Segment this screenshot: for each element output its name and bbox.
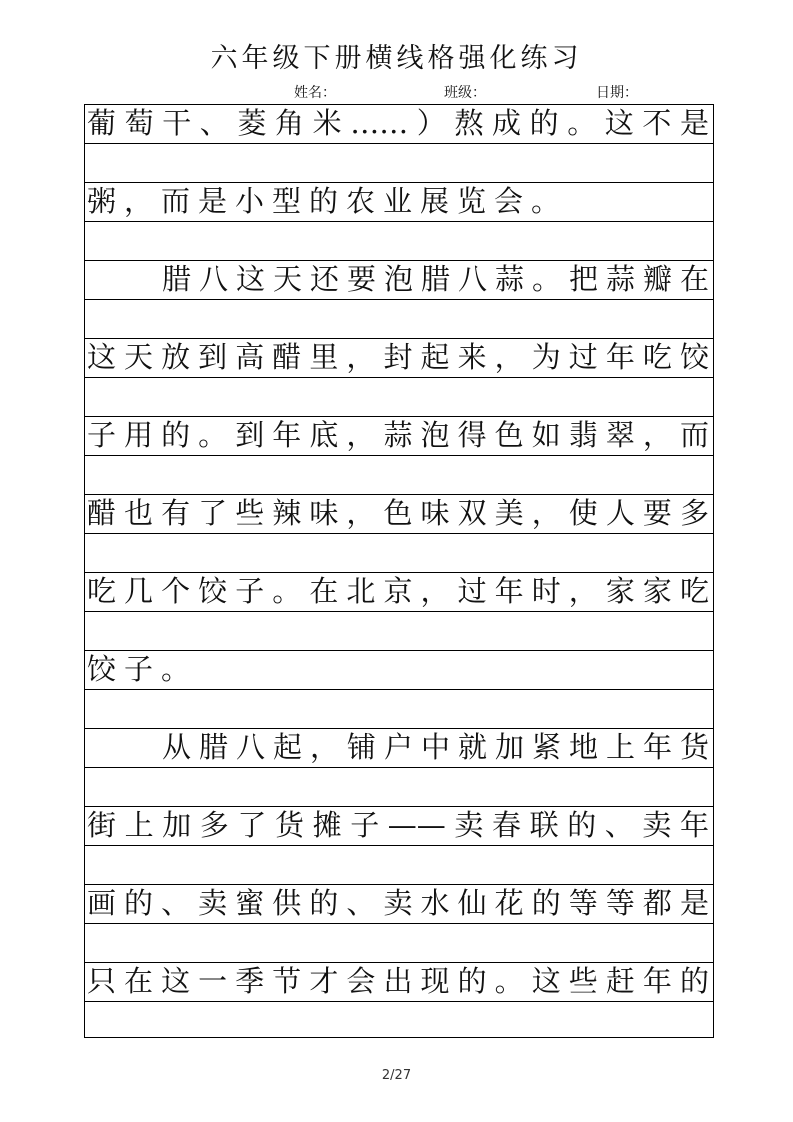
text-line — [85, 261, 713, 300]
page-number: 2/27 — [381, 1068, 412, 1083]
page-title: 六年级下册横线格强化练习 — [210, 43, 583, 74]
blank-line — [85, 534, 713, 573]
blank-line — [85, 378, 713, 417]
blank-line — [85, 846, 713, 885]
blank-line — [85, 612, 713, 651]
text-line — [85, 339, 713, 378]
blank-line — [85, 690, 713, 729]
student-info — [0, 82, 793, 102]
blank-line — [85, 768, 713, 807]
text-line-content: 葡萄干、菱角米……）熬成的。这不是 — [87, 106, 709, 140]
text-line — [85, 417, 713, 456]
text-line — [85, 885, 713, 924]
lined-writing-grid — [84, 104, 714, 1038]
text-line — [85, 651, 713, 690]
text-line — [85, 807, 713, 846]
blank-line — [85, 300, 713, 339]
text-line-content: 子用的。到年底，蒜泡得色如翡翠，而 — [87, 418, 709, 452]
text-line-content: 粥，而是小型的农业展览会。 — [87, 184, 569, 218]
text-line — [85, 105, 713, 144]
class-label: 班级： — [444, 85, 486, 101]
text-line-content: 街上加多了货摊子——卖春联的、卖年 — [87, 808, 709, 842]
text-line-content: 饺子。 — [87, 652, 199, 686]
text-line-content: 吃几个饺子。在北京，过年时，家家吃 — [87, 574, 709, 608]
text-line — [85, 963, 713, 1002]
text-line — [85, 729, 713, 768]
text-line-content: 这天放到高醋里，封起来，为过年吃饺 — [87, 340, 709, 374]
text-line — [85, 183, 713, 222]
text-line-content: 只在这一季节才会出现的。这些赶年的 — [87, 964, 709, 998]
date-label: 日期： — [596, 85, 638, 101]
text-line-content: 从腊八起，铺户中就加紧地上年货 — [162, 730, 709, 764]
text-line-content: 醋也有了些辣味，色味双美，使人要多 — [87, 496, 709, 530]
text-line — [85, 573, 713, 612]
blank-line — [85, 456, 713, 495]
blank-line — [85, 1002, 713, 1041]
text-line-content: 画的、卖蜜供的、卖水仙花的等等都是 — [87, 886, 709, 920]
blank-line — [85, 144, 713, 183]
blank-line — [85, 924, 713, 963]
text-line — [85, 495, 713, 534]
text-line-content: 腊八这天还要泡腊八蒜。把蒜瓣在 — [162, 262, 709, 296]
name-label: 姓名： — [294, 85, 336, 101]
blank-line — [85, 222, 713, 261]
